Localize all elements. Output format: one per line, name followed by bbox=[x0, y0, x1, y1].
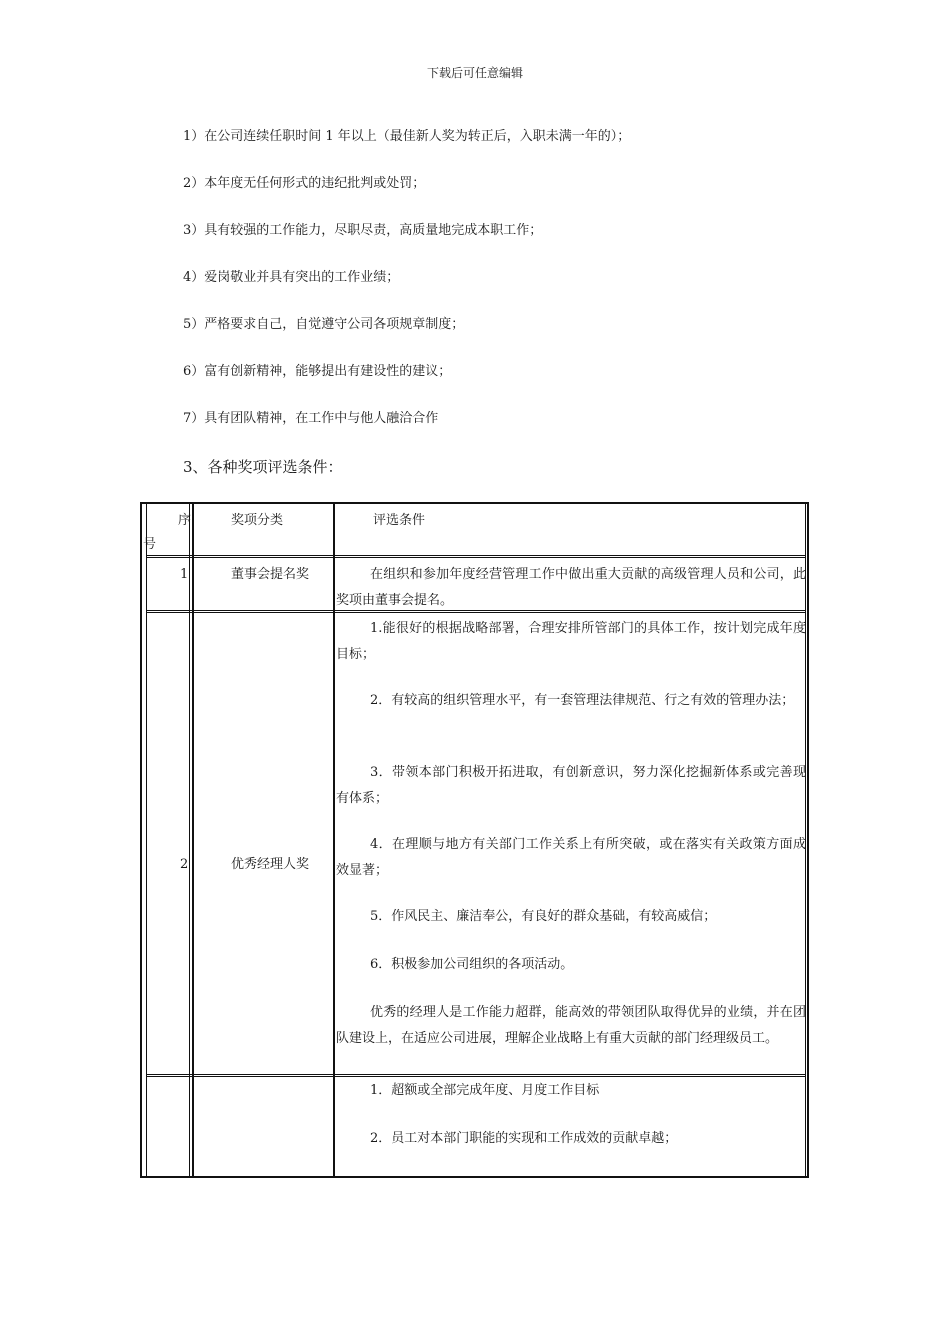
criterion-6: 6）富有创新精神，能够提出有建设性的建议； bbox=[183, 364, 452, 379]
section-title: 3、各种奖项评选条件： bbox=[183, 458, 343, 476]
row-divider bbox=[146, 555, 806, 558]
page-header: 下载后可任意编辑 bbox=[426, 66, 523, 80]
row-1-seq: 1 bbox=[180, 567, 189, 582]
header-category: 奖项分类 bbox=[231, 513, 284, 528]
row-2-category: 优秀经理人奖 bbox=[231, 857, 310, 872]
criterion-1: 1）在公司连续任职时间 1 年以上（最佳新人奖为转正后，入职未满一年的）； bbox=[183, 129, 631, 144]
row-2-seq: 2 bbox=[180, 857, 189, 872]
row-divider bbox=[146, 1074, 806, 1077]
row-2-condition-3: 3．带领本部门积极开拓进取，有创新意识，努力深化挖掘新体系或完善现有体系； bbox=[336, 765, 806, 806]
row-2-condition-6: 6．积极参加公司组织的各项活动。 bbox=[370, 957, 574, 972]
header-seq-bottom: 号 bbox=[143, 537, 157, 552]
row-3-condition-1: 1．超额或全部完成年度、月度工作目标 bbox=[370, 1083, 600, 1098]
header-conditions: 评选条件 bbox=[373, 513, 426, 528]
criterion-2: 2）本年度无任何形式的违纪批判或处罚； bbox=[183, 176, 426, 191]
row-2-condition-1: 1.能很好的根据战略部署，合理安排所管部门的具体工作，按计划完成年度目标； bbox=[336, 621, 806, 662]
criterion-3: 3）具有较强的工作能力，尽职尽责，高质量地完成本职工作； bbox=[183, 223, 543, 238]
row-1-category: 董事会提名奖 bbox=[231, 567, 310, 582]
row-3-condition-2: 2．员工对本部门职能的实现和工作成效的贡献卓越； bbox=[370, 1131, 678, 1146]
criterion-5: 5）严格要求自己，自觉遵守公司各项规章制度； bbox=[183, 317, 465, 332]
criterion-7: 7）具有团队精神，在工作中与他人融洽合作 bbox=[183, 411, 439, 426]
header-seq-top: 序 bbox=[178, 513, 192, 528]
row-2-condition-5: 5．作风民主、廉洁奉公，有良好的群众基础，有较高威信； bbox=[370, 909, 717, 924]
row-2-condition-7: 优秀的经理人是工作能力超群，能高效的带领团队取得优异的业绩，并在团队建设上，在适应公司进展，理解企业战略上有重大贡献的部门经理级员工。 bbox=[336, 1005, 806, 1046]
row-1-condition: 在组织和参加年度经营管理工作中做出重大贡献的高级管理人员和公司，此奖项由董事会提名。 bbox=[336, 567, 806, 608]
row-2-condition-2: 2．有较高的组织管理水平，有一套管理法律规范、行之有效的管理办法； bbox=[370, 693, 795, 708]
row-2-condition-4: 4．在理顺与地方有关部门工作关系上有所突破，或在落实有关政策方面成效显著； bbox=[336, 837, 806, 878]
criterion-4: 4）爱岗敬业并具有突出的工作业绩； bbox=[183, 270, 400, 285]
